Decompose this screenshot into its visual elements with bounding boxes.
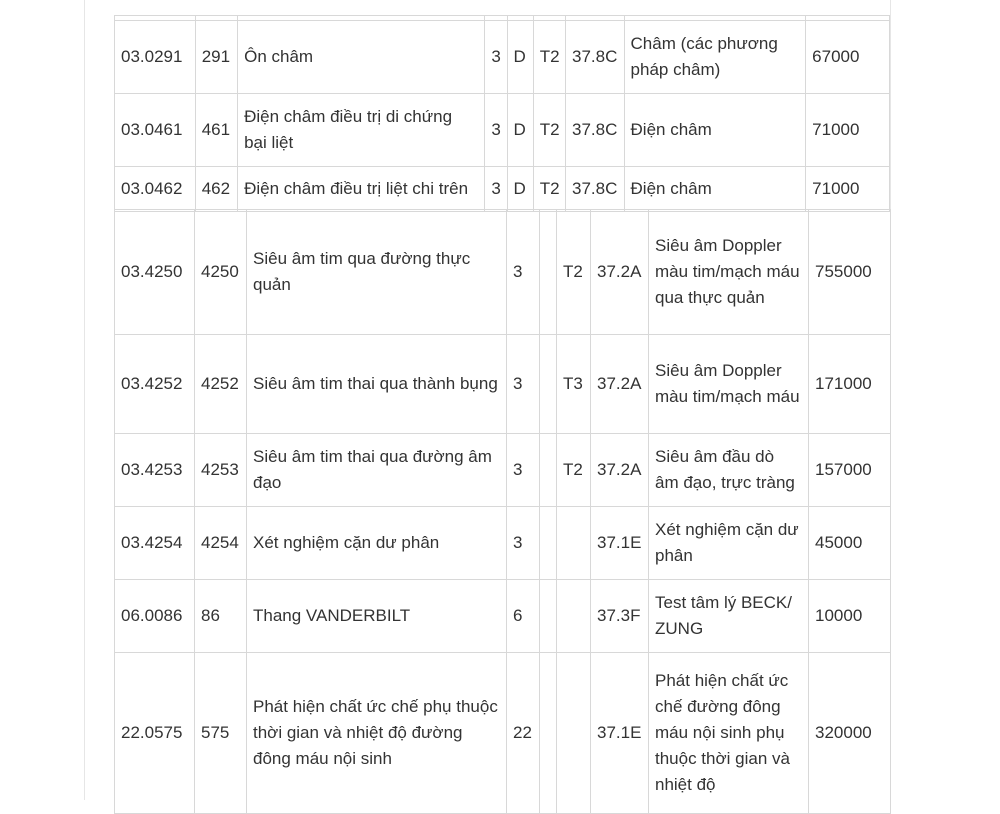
table-row [115,167,890,212]
cell-col6: T3 [557,335,591,434]
cell-col7: 37.8C [566,94,625,167]
cell-index: 4253 [195,434,247,507]
cell-code: 03.4253 [115,434,195,507]
cell-group: Điện châm [624,167,806,212]
cell-col4: 3 [485,21,507,94]
cell-index: 4250 [195,210,247,335]
service-price-table-lower [114,209,891,814]
cell-group: Siêu âm Doppler màu tim/mạch máu [649,335,809,434]
cell-col5: D [507,167,533,212]
cell-col7: 37.3F [591,580,649,653]
cell-index: 86 [195,580,247,653]
table-row [115,653,891,814]
cell-col7: 37.2A [591,335,649,434]
table-row [115,580,891,653]
cell-col5 [540,335,557,434]
cell-price: 171000 [809,335,891,434]
cell-col6 [557,507,591,580]
cell-col5: D [507,21,533,94]
cell-col7: 37.1E [591,507,649,580]
cell-group: Xét nghiệm cặn dư phân [649,507,809,580]
table-row [115,210,891,335]
cell-code: 03.0462 [115,167,196,212]
cell-price: 71000 [806,94,890,167]
table-row [115,94,890,167]
cell-group: Phát hiện chất ức chế đường đông máu nội sinh phụ thuộc thời gian và nhiệt độ [649,653,809,814]
cell-col6: T2 [557,210,591,335]
cell-index: 462 [195,167,237,212]
cell-code: 03.4250 [115,210,195,335]
cell-index: 575 [195,653,247,814]
cell-col6 [557,653,591,814]
cell-service-name: Ôn châm [238,21,485,94]
cell-price: 67000 [806,21,890,94]
cell-group: Điện châm [624,94,806,167]
cell-col6: T2 [533,94,565,167]
cell-price: 320000 [809,653,891,814]
cell-group: Siêu âm đầu dò âm đạo, trực tràng [649,434,809,507]
table-row [115,335,891,434]
cell-col6: T2 [533,167,565,212]
cell-code: 03.4252 [115,335,195,434]
cell-code: 03.0461 [115,94,196,167]
cell-col6: T2 [557,434,591,507]
cell-price: 157000 [809,434,891,507]
cell-col7: 37.2A [591,210,649,335]
cell-code: 22.0575 [115,653,195,814]
cell-col7: 37.1E [591,653,649,814]
cell-price: 45000 [809,507,891,580]
cell-group: Châm (các phương pháp châm) [624,21,806,94]
cell-col7: 37.2A [591,434,649,507]
cell-col6 [557,580,591,653]
cell-service-name: Điện châm điều trị liệt chi trên [238,167,485,212]
cell-col5 [540,507,557,580]
cell-price: 755000 [809,210,891,335]
cell-service-name: Thang VANDERBILT [247,580,507,653]
cell-service-name: Xét nghiệm cặn dư phân [247,507,507,580]
cell-price: 71000 [806,167,890,212]
table-row [115,21,890,94]
table-row [115,507,891,580]
cell-group: Test tâm lý BECK/ ZUNG [649,580,809,653]
cell-col4: 3 [485,167,507,212]
cell-index: 461 [195,94,237,167]
cell-col5 [540,580,557,653]
cell-service-name: Phát hiện chất ức chế phụ thuộc thời gian và nhiệt độ đường đông máu nội sinh [247,653,507,814]
cell-col5: D [507,94,533,167]
cell-col7: 37.8C [566,167,625,212]
cell-col5 [540,210,557,335]
cell-index: 4254 [195,507,247,580]
cell-group: Siêu âm Doppler màu tim/mạch máu qua thực quản [649,210,809,335]
cell-code: 03.4254 [115,507,195,580]
cell-code: 03.0291 [115,21,196,94]
cell-col4: 6 [507,580,540,653]
service-price-table-upper [114,15,890,212]
cell-col4: 3 [507,434,540,507]
cell-col5 [540,653,557,814]
cell-price: 10000 [809,580,891,653]
cell-col4: 3 [507,335,540,434]
cell-col5 [540,434,557,507]
cell-col4: 22 [507,653,540,814]
cell-service-name: Siêu âm tim thai qua đường âm đạo [247,434,507,507]
page-left-border [84,0,85,800]
cell-service-name: Siêu âm tim thai qua thành bụng [247,335,507,434]
cell-col4: 3 [507,210,540,335]
table-row [115,434,891,507]
cell-col7: 37.8C [566,21,625,94]
cell-code: 06.0086 [115,580,195,653]
cell-col4: 3 [507,507,540,580]
cell-service-name: Điện châm điều trị di chứng bại liệt [238,94,485,167]
cell-index: 4252 [195,335,247,434]
cell-col6: T2 [533,21,565,94]
cell-index: 291 [195,21,237,94]
cell-col4: 3 [485,94,507,167]
cell-service-name: Siêu âm tim qua đường thực quản [247,210,507,335]
